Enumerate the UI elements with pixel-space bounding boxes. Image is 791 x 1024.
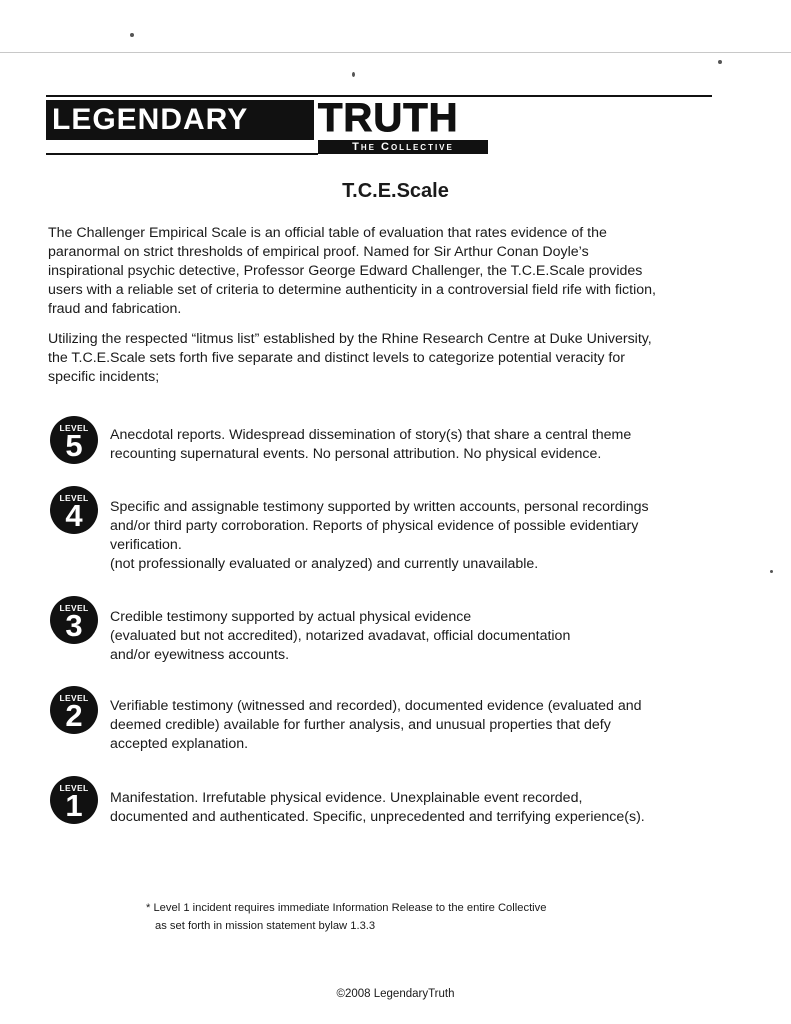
logo-word-legendary: LEGENDARY [46,100,314,140]
text-line: fraud and fabrication. [48,301,182,317]
scan-speck [718,60,722,64]
scan-speck [130,33,134,37]
logo-word-truth: TRUTH [318,96,459,140]
text-line: the T.C.E.Scale sets forth five separate and distinct levels to categorize potential veracity for [48,350,625,366]
level-1-footnote [146,899,646,935]
badge-label: LEVEL [59,693,89,703]
level-3-entry [50,596,720,668]
text-line: as set forth in mission statement bylaw 1.3.3 [155,920,376,932]
text-line: and/or eyewitness accounts. [110,647,290,663]
text-line: users with a reliable set of criteria to determine authenticity in a controversial field rife with fiction, [48,282,656,298]
level-1-description [110,789,720,827]
level-1-badge [50,776,98,824]
text-line: The Challenger Empirical Scale is an official table of evaluation that rates evidence of the [48,225,607,241]
scan-speck [770,570,773,573]
copyright-notice: ©2008 LegendaryTruth [336,988,455,1000]
text-line: paranormal on strict thresholds of empirical proof. Named for Sir Arthur Conan Doyle’s [48,244,589,260]
legendary-truth-logo [46,96,488,156]
text-line: recounting supernatural events. No personal attribution. No physical evidence. [110,446,602,462]
level-4-entry [50,486,720,576]
text-line: (not professionally evaluated or analyzed) and currently unavailable. [110,556,539,572]
level-4-badge [50,486,98,534]
level-5-badge [50,416,98,464]
text-line: Credible testimony supported by actual physical evidence [110,609,472,625]
text-line: and/or third party corroboration. Reports of physical evidence of possible evidentiary [110,518,639,534]
page-title: T.C.E.Scale [342,180,449,202]
level-2-entry [50,686,720,758]
badge-number: 1 [65,788,83,823]
level-3-description [110,608,720,665]
text-line: Verifiable testimony (witnessed and recorded), documented evidence (evaluated and [110,698,642,714]
level-5-description [110,426,720,464]
text-line: * Level 1 incident requires immediate Information Release to the entire Collective [146,902,547,914]
text-line: verification. [110,537,182,553]
level-3-badge [50,596,98,644]
text-line: Anecdotal reports. Widespread dissemination of story(s) that share a central theme [110,427,632,443]
logo-tagline: The Collective [318,140,488,154]
level-4-description [110,498,720,574]
text-line: documented and authenticated. Specific, unprecedented and terrifying experience(s). [110,809,645,825]
logo-underline [46,153,318,155]
badge-number: 2 [65,698,83,733]
level-1-entry [50,776,720,832]
scan-edge-rule [0,52,791,53]
level-2-description [110,697,720,754]
badge-number: 3 [65,608,83,643]
intro-paragraph-2 [48,330,718,387]
badge-number: 5 [65,428,83,463]
text-line: accepted explanation. [110,736,249,752]
badge-label: LEVEL [59,783,89,793]
text-line: inspirational psychic detective, Professor George Edward Challenger, the T.C.E.Scale provides [48,263,643,279]
text-line: Specific and assignable testimony supported by written accounts, personal recordings [110,499,649,515]
badge-label: LEVEL [59,603,89,613]
text-line: deemed credible) available for further analysis, and unusual properties that defy [110,717,611,733]
level-5-entry [50,416,720,472]
badge-label: LEVEL [59,423,89,433]
text-line: Manifestation. Irrefutable physical evidence. Unexplainable event recorded, [110,790,583,806]
badge-number: 4 [65,498,83,533]
text-line: (evaluated but not accredited), notarized avadavat, official documentation [110,628,571,644]
scan-speck [352,72,355,77]
text-line: specific incidents; [48,369,160,385]
text-line: Utilizing the respected “litmus list” established by the Rhine Research Centre at Duke University, [48,331,652,347]
level-2-badge [50,686,98,734]
badge-label: LEVEL [59,493,89,503]
intro-paragraph-1 [48,224,718,319]
